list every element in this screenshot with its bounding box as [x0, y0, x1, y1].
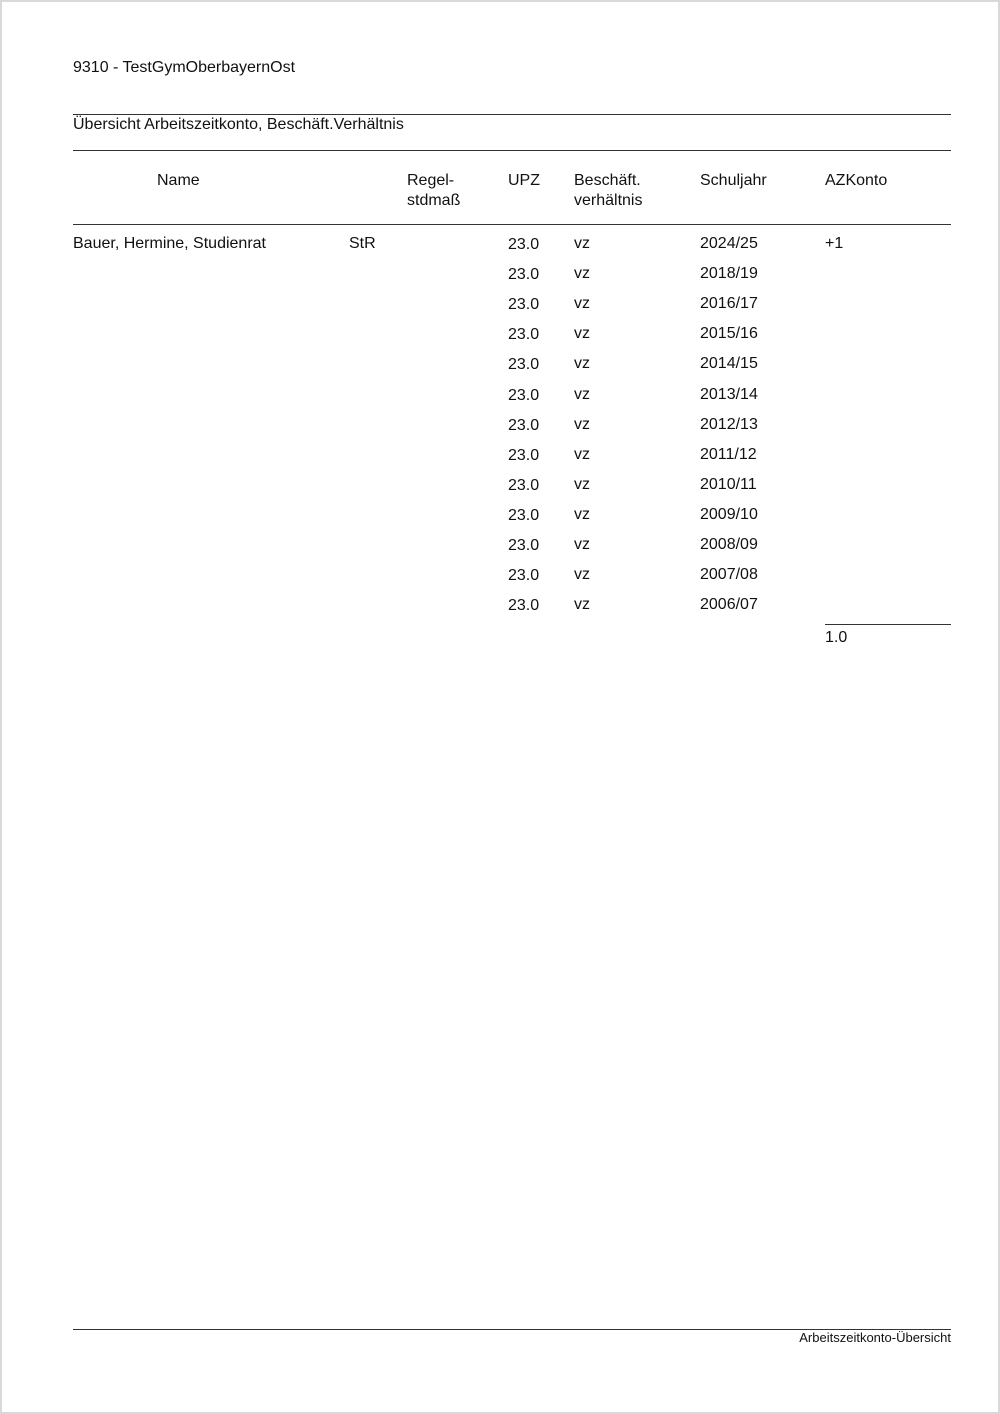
total-divider — [825, 624, 951, 625]
cell-beschaeftigung: vz — [574, 416, 590, 433]
cell-beschaeftigung: vz — [574, 355, 590, 372]
column-header-name: Name — [157, 172, 200, 189]
cell-schuljahr: 2016/17 — [700, 295, 758, 312]
cell-upz: 23.0 — [508, 537, 540, 554]
column-header-besch-line1: Beschäft. — [574, 172, 641, 189]
cell-upz: 23.0 — [508, 597, 540, 614]
person-name: Bauer, Hermine, Studienrat — [73, 235, 266, 252]
cell-schuljahr: 2013/14 — [700, 386, 758, 403]
column-header-upz: UPZ — [508, 172, 540, 189]
cell-schuljahr: 2008/09 — [700, 536, 758, 553]
cell-schuljahr: 2014/15 — [700, 355, 758, 372]
cell-beschaeftigung: vz — [574, 506, 590, 523]
cell-upz: 23.0 — [508, 567, 540, 584]
cell-schuljahr: 2018/19 — [700, 265, 758, 282]
cell-upz: 23.0 — [508, 326, 540, 343]
cell-upz: 23.0 — [508, 417, 540, 434]
cell-upz: 23.0 — [508, 356, 540, 373]
cell-azkonto: +1 — [825, 235, 844, 252]
cell-beschaeftigung: vz — [574, 295, 590, 312]
cell-beschaeftigung: vz — [574, 476, 590, 493]
cell-beschaeftigung: vz — [574, 235, 590, 252]
cell-beschaeftigung: vz — [574, 596, 590, 613]
report-title: Übersicht Arbeitszeitkonto, Beschäft.Verhältnis — [73, 116, 404, 133]
cell-schuljahr: 2011/12 — [700, 446, 757, 463]
cell-upz: 23.0 — [508, 447, 540, 464]
cell-schuljahr: 2024/25 — [700, 235, 758, 252]
cell-schuljahr: 2010/11 — [700, 476, 757, 493]
column-header-beschaeftigung — [574, 171, 642, 211]
column-header-regelstdmass — [407, 171, 460, 211]
cell-beschaeftigung: vz — [574, 265, 590, 282]
cell-schuljahr: 2012/13 — [700, 416, 758, 433]
footer-label: Arbeitszeitkonto-Übersicht — [799, 1330, 951, 1345]
cell-upz: 23.0 — [508, 387, 540, 404]
column-header-azkonto: AZKonto — [825, 172, 888, 189]
column-header-regel-line2: stdmaß — [407, 192, 461, 209]
column-header-besch-line2: verhältnis — [574, 192, 643, 209]
cell-beschaeftigung: vz — [574, 446, 590, 463]
cell-upz: 23.0 — [508, 296, 540, 313]
divider-header-top — [73, 150, 951, 151]
cell-schuljahr: 2015/16 — [700, 325, 758, 342]
azkonto-total: 1.0 — [825, 629, 848, 646]
cell-schuljahr: 2006/07 — [700, 596, 758, 613]
cell-beschaeftigung: vz — [574, 536, 590, 553]
column-header-schuljahr: Schuljahr — [700, 172, 767, 189]
divider-header-bottom — [73, 224, 951, 225]
cell-upz: 23.0 — [508, 236, 540, 253]
cell-upz: 23.0 — [508, 477, 540, 494]
cell-schuljahr: 2009/10 — [700, 506, 758, 523]
cell-schuljahr: 2007/08 — [700, 566, 758, 583]
column-header-regel-line1: Regel- — [407, 172, 455, 189]
cell-upz: 23.0 — [508, 266, 540, 283]
school-label: 9310 - TestGymOberbayernOst — [73, 59, 296, 76]
cell-beschaeftigung: vz — [574, 325, 590, 342]
cell-upz: 23.0 — [508, 507, 540, 524]
cell-beschaeftigung: vz — [574, 566, 590, 583]
person-title: StR — [349, 235, 376, 252]
cell-beschaeftigung: vz — [574, 386, 590, 403]
